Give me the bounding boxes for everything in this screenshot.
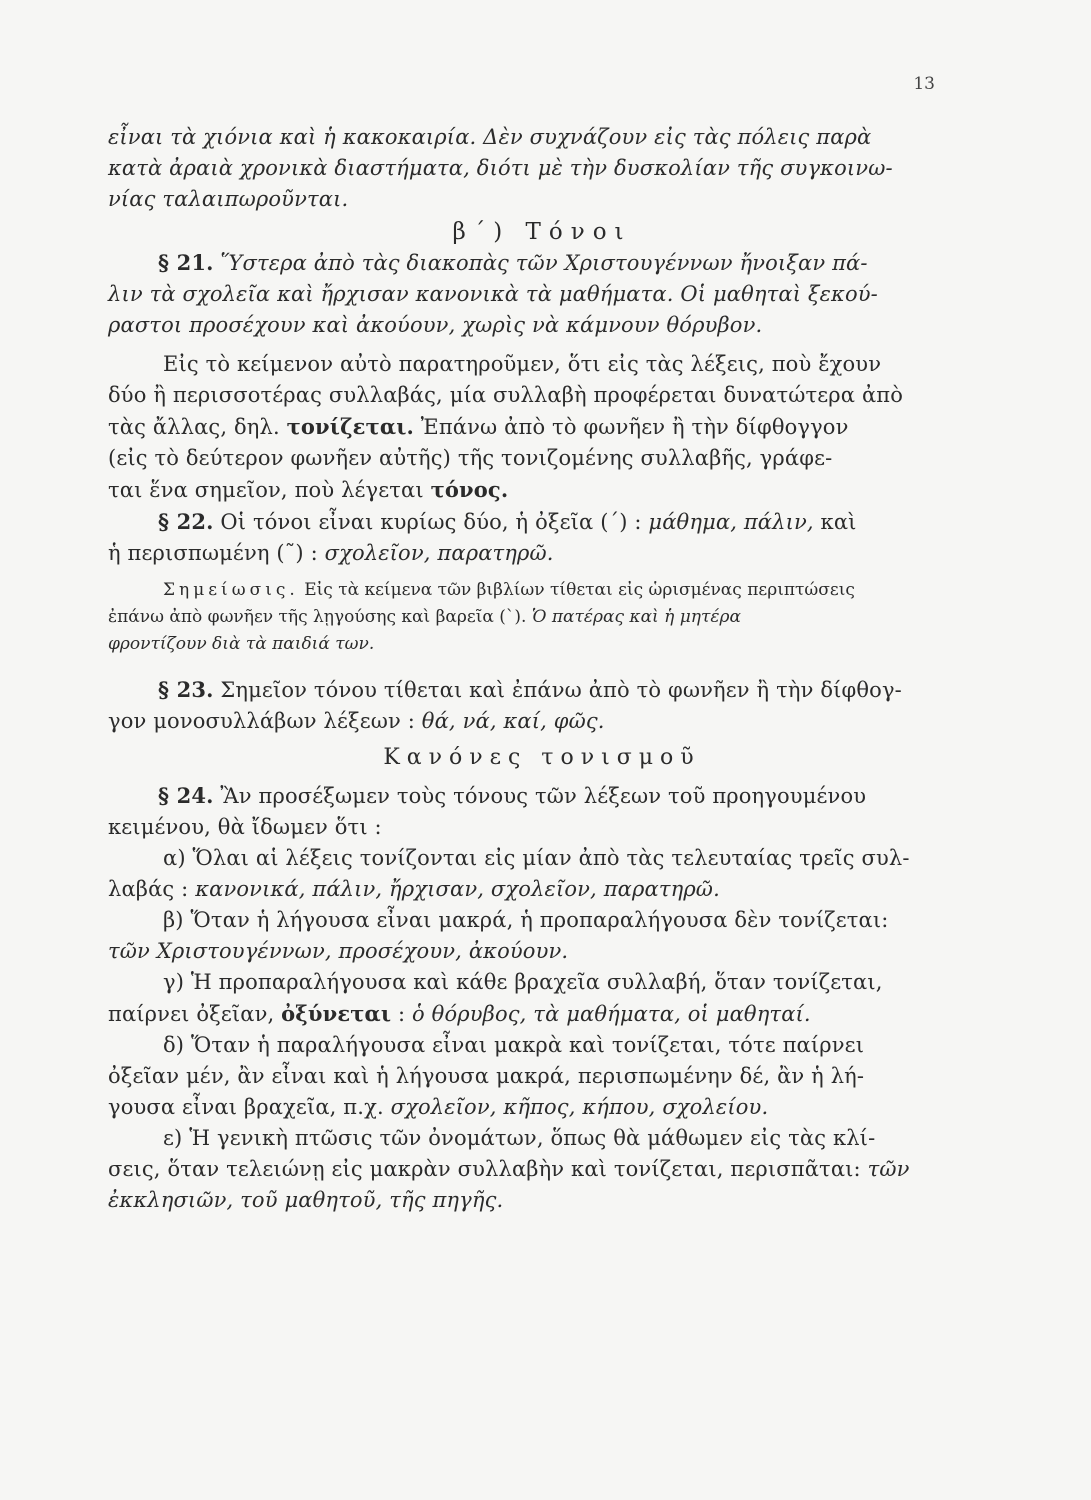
note-block <box>108 577 976 658</box>
rule-c-examples: ὁ θόρυβος, τὰ μαθήματα, οἱ μαθηταί. <box>412 1002 811 1026</box>
note-label: Σημείωσις. <box>163 580 299 600</box>
note-line-2-example: Ὁ πατέρας καὶ ἡ μητέρα <box>531 607 741 627</box>
rule-d-line-2: ὀξεῖαν μέν, ἂν εἶναι καὶ ἡ λήγουσα μακρά, περισπωμένην δέ, ἂν ἡ λή- <box>108 1064 865 1088</box>
p21b-line-2: δύο ἢ περισσοτέρας συλλαβάς, μία συλλαβὴ προφέρεται δυνατώτερα ἀπὸ <box>108 383 904 407</box>
rule-c-term-oxynetai: ὀξύνεται <box>281 1001 392 1026</box>
p21b-line-4: (εἰς τὸ δεύτερον φωνῆεν αὐτῆς) τῆς τονιζομένης συλλαβῆς, γράφε- <box>108 446 833 470</box>
rule-d-line-1: δ) Ὅταν ἡ παραλήγουσα εἶναι μακρὰ καὶ τονίζεται, τότε παίρνει <box>163 1033 865 1057</box>
p21-line-2: λιν τὰ σχολεῖα καὶ ἤρχισαν κανονικὰ τὰ μαθήματα. Οἱ μαθηταὶ ξεκού- <box>108 282 878 306</box>
opening-paragraph <box>108 122 976 215</box>
rules-heading: Κανόνες τονισμοῦ <box>383 745 701 770</box>
p21-line-3: ραστοι προσέχουν καὶ ἀκούουν, χωρὶς νὰ κάμνουν θόρυβον. <box>108 313 763 337</box>
p24-line-1: Ἂν προσέξωμεν τοὺς τόνους τῶν λέξεων τοῦ προηγουμένου <box>213 784 867 808</box>
p22-line-2-examples: σχολεῖον, παρατηρῶ. <box>324 541 554 565</box>
section-number-21: § 21. <box>158 250 214 275</box>
section-number-24: § 24. <box>158 783 214 808</box>
rule-d-line-3-pre: γουσα εἶναι βραχεῖα, π.χ. <box>108 1095 391 1119</box>
rule-d-examples: σχολεῖον, κῆπος, κήπου, σχολείου. <box>390 1095 769 1119</box>
rule-a-examples: κανονικά, πάλιν, ἤρχισαν, σχολεῖον, παρατηρῶ. <box>195 877 720 901</box>
p22-line-1-post: καὶ <box>813 510 857 534</box>
p21b-line-5-pre: ται ἕνα σημεῖον, ποὺ λέγεται <box>108 478 431 502</box>
rule-a-line-1: α) Ὅλαι αἱ λέξεις τονίζονται εἰς μίαν ἀπὸ τὰς τελευταίας τρεῖς συλ- <box>163 846 910 870</box>
paragraph-21 <box>108 247 976 341</box>
paragraph-24 <box>108 780 976 1216</box>
opening-line-1: εἶναι τὰ χιόνια καὶ ἡ κακοκαιρία. Δὲν συχνάζουν εἰς τὰς πόλεις παρὰ <box>108 125 872 149</box>
page-text <box>108 122 976 1216</box>
note-line-2-pre: ἐπάνω ἀπὸ φωνῆεν τῆς λῃγούσης καὶ βαρεῖα (`). <box>108 607 532 627</box>
rule-a-line-2-pre: λαβάς : <box>108 877 196 901</box>
section-number-22: § 22. <box>158 509 214 534</box>
rule-e-line-2-pre: σεις, ὅταν τελειώνῃ εἰς μακρὰν συλλαβὴν καὶ τονίζεται, περισπᾶται: <box>108 1157 868 1181</box>
p24-line-2: κειμένου, θὰ ἴδωμεν ὅτι : <box>108 815 382 839</box>
p21b-term-tonos: τόνος. <box>430 477 509 502</box>
rule-e-line-1: ε) Ἡ γενικὴ πτῶσις τῶν ὀνομάτων, ὅπως θὰ μάθωμεν εἰς τὰς κλί- <box>163 1126 876 1150</box>
rule-c-line-2-mid: : <box>391 1002 413 1026</box>
p21b-line-3-pre: τὰς ἄλλας, δηλ. <box>108 415 287 439</box>
rule-c-line-1: γ) Ἡ προπαραλήγουσα καὶ κάθε βραχεῖα συλλαβή, ὅταν τονίζεται, <box>163 970 883 994</box>
p21-line-1: Ὕστερα ἀπὸ τὰς διακοπὰς τῶν Χριστουγέννων ἤνοιξαν πά- <box>220 251 868 275</box>
section-b-heading: β΄) Τόνοι <box>452 219 632 245</box>
paragraph-21-explanation <box>108 349 976 506</box>
p21b-line-3-post: Ἐπάνω ἀπὸ τὸ φωνῆεν ἢ τὴν δίφθογγον <box>413 415 849 439</box>
p22-line-1-pre: Οἱ τόνοι εἶναι κυρίως δύο, ἡ ὀξεῖα (΄) : <box>213 510 649 534</box>
p22-line-1-examples: μάθημα, πάλιν, <box>648 510 814 534</box>
p21b-term-tonizetai: τονίζεται. <box>286 414 414 439</box>
p21b-line-1: Εἰς τὸ κείμενον αὐτὸ παρατηροῦμεν, ὅτι εἰς τὰς λέξεις, ποὺ ἔχουν <box>163 352 882 376</box>
rule-e-examples: ἐκκλησιῶν, τοῦ μαθητοῦ, τῆς πηγῆς. <box>108 1188 504 1212</box>
paragraph-23 <box>108 674 976 737</box>
p22-line-2-pre: ἡ περισπωμένη (῀) : <box>108 541 325 565</box>
section-number-23: § 23. <box>158 677 214 702</box>
opening-line-2: κατὰ ἀραιὰ χρονικὰ διαστήματα, διότι μὲ τὴν δυσκολίαν τῆς συγκοινω- <box>108 156 893 180</box>
page-number: 13 <box>913 74 935 94</box>
p23-line-2-examples: θά, νά, καί, φῶς. <box>421 709 605 733</box>
p23-line-1: Σημεῖον τόνου τίθεται καὶ ἐπάνω ἀπὸ τὸ φωνῆεν ἢ τὴν δίφθογ- <box>213 678 902 702</box>
rule-c-line-2-pre: παίρνει ὀξεῖαν, <box>108 1002 282 1026</box>
rule-e-line-2-example: τῶν <box>867 1157 910 1181</box>
opening-line-3: νίας ταλαιπωροῦνται. <box>108 187 349 211</box>
rule-b-examples: τῶν Χριστουγέννων, προσέχουν, ἀκούουν. <box>108 939 569 963</box>
note-line-3: φροντίζουν διὰ τὰ παιδιά των. <box>108 634 375 654</box>
rule-b-line-1: β) Ὅταν ἡ λήγουσα εἶναι μακρά, ἡ προπαραλήγουσα δὲν τονίζεται: <box>163 908 889 932</box>
note-line-1: Εἰς τὰ κείμενα τῶν βιβλίων τίθεται εἰς ὡρισμένας περιπτώσεις <box>298 580 855 600</box>
p23-line-2-pre: γον μονοσυλλάβων λέξεων : <box>108 709 422 733</box>
paragraph-22 <box>108 506 976 569</box>
